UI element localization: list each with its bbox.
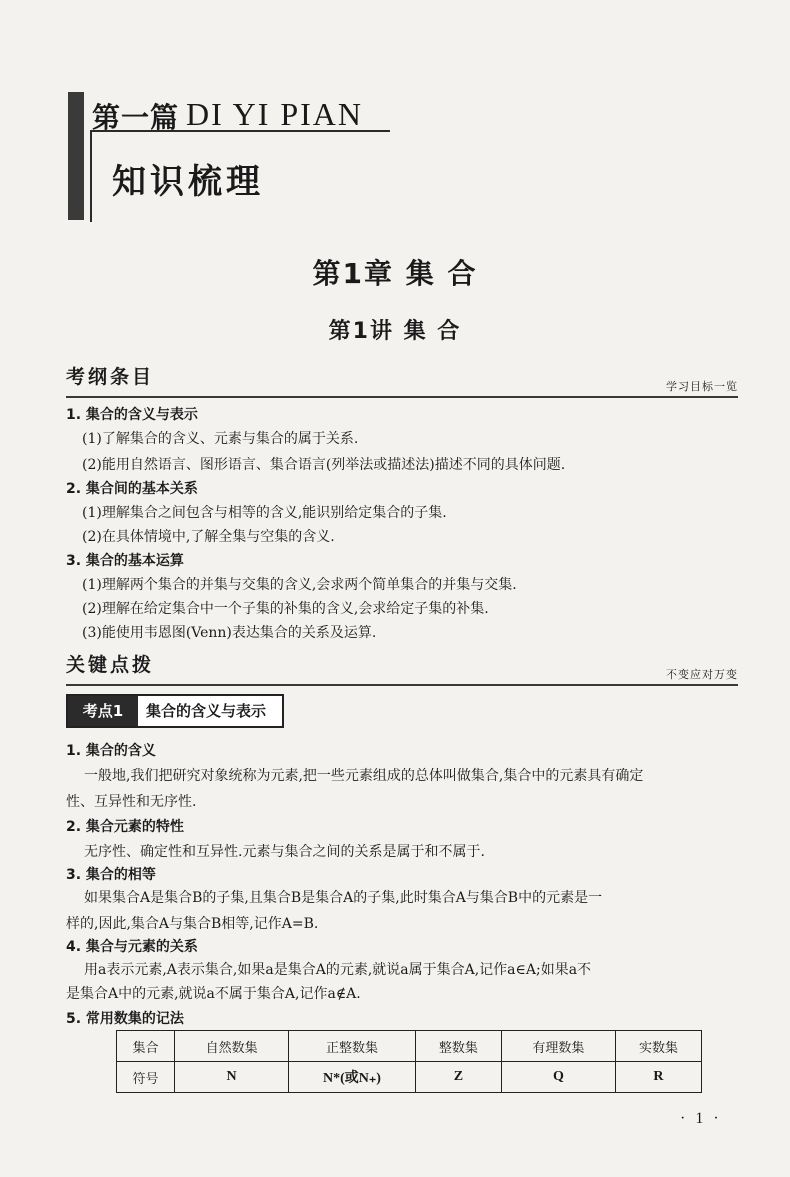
- table-cell: 有理数集: [501, 1031, 615, 1062]
- banner-accent-bar: [68, 92, 84, 220]
- section-tag: 学习目标一览: [666, 380, 738, 393]
- table-cell: 整数集: [415, 1031, 501, 1062]
- syllabus-item-head: 2. 集合间的基本关系: [66, 481, 198, 497]
- part-pinyin: DI YI PIAN: [186, 96, 364, 132]
- table-cell: N*(或N₊): [289, 1062, 416, 1093]
- keypoint-section-head: 5. 常用数集的记法: [66, 1011, 184, 1027]
- syllabus-item-line: (2)能用自然语言、图形语言、集合语言(列举法或描述法)描述不同的具体问题.: [82, 457, 566, 473]
- keypoint-paragraph-line: 一般地,我们把研究对象统称为元素,把一些元素组成的总体叫做集合,集合中的元素具有确定: [84, 768, 644, 784]
- table-cell: 实数集: [615, 1031, 701, 1062]
- syllabus-section-header: [66, 362, 738, 398]
- section-tag: 不变应对万变: [666, 668, 738, 681]
- keypoint-paragraph-line: 用a表示元素,A表示集合,如果a是集合A的元素,就说a属于集合A,记作a∈A;如果a不: [84, 962, 592, 978]
- table-row-header: 集合: [117, 1031, 175, 1062]
- page-number: · 1 ·: [680, 1110, 722, 1127]
- keypoint-paragraph-line: 如果集合A是集合B的子集,且集合B是集合A的子集,此时集合A与集合B中的元素是一: [84, 890, 603, 906]
- keypoint-section-head: 1. 集合的含义: [66, 743, 156, 759]
- part-subtitle: 知识梳理: [112, 162, 264, 202]
- keypoint-label: 考点1: [68, 696, 138, 726]
- banner-frame-line: [90, 130, 92, 222]
- keypoint-paragraph-line: 性、互异性和无序性.: [66, 794, 197, 810]
- table-cell: R: [615, 1062, 701, 1093]
- table-cell: N: [175, 1062, 289, 1093]
- keypoints-section-header: [66, 650, 738, 686]
- table-cell: 正整数集: [289, 1031, 416, 1062]
- keypoint-paragraph-line: 样的,因此,集合A与集合B相等,记作A=B.: [66, 916, 319, 932]
- table-cell: Q: [501, 1062, 615, 1093]
- keypoint-section-head: 2. 集合元素的特性: [66, 819, 184, 835]
- syllabus-item-line: (2)理解在给定集合中一个子集的补集的含义,会求给定子集的补集.: [82, 601, 489, 617]
- syllabus-item-line: (1)理解两个集合的并集与交集的含义,会求两个简单集合的并集与交集.: [82, 577, 517, 593]
- keypoint-paragraph-line: 无序性、确定性和互异性.元素与集合之间的关系是属于和不属于.: [84, 844, 485, 860]
- section-title: 考纲条目: [66, 366, 155, 388]
- syllabus-item-line: (1)了解集合的含义、元素与集合的属于关系.: [82, 431, 359, 447]
- part-label: 第一篇: [92, 101, 180, 134]
- syllabus-item-head: 3. 集合的基本运算: [66, 553, 184, 569]
- syllabus-item-line: (1)理解集合之间包含与相等的含义,能识别给定集合的子集.: [82, 505, 447, 521]
- table-row: [117, 1031, 702, 1062]
- table-row: [117, 1062, 702, 1093]
- syllabus-item-line: (3)能使用韦恩图(Venn)表达集合的关系及运算.: [82, 625, 377, 641]
- syllabus-item-head: 1. 集合的含义与表示: [66, 407, 198, 423]
- table-cell: Z: [415, 1062, 501, 1093]
- keypoint-section-head: 3. 集合的相等: [66, 867, 156, 883]
- section-title: 关键点拨: [66, 654, 155, 676]
- keypoint-title: 集合的含义与表示: [146, 702, 267, 720]
- table-row-header: 符号: [117, 1062, 175, 1093]
- lecture-title: 第1讲 集 合: [328, 319, 462, 344]
- keypoint-paragraph-line: 是集合A中的元素,就说a不属于集合A,记作a∉A.: [66, 986, 361, 1002]
- syllabus-item-line: (2)在具体情境中,了解全集与空集的含义.: [82, 529, 335, 545]
- chapter-title: 第1章 集 合: [312, 257, 478, 290]
- number-sets-table: [116, 1030, 702, 1093]
- keypoint-box: [66, 694, 284, 728]
- keypoint-section-head: 4. 集合与元素的关系: [66, 939, 198, 955]
- table-cell: 自然数集: [175, 1031, 289, 1062]
